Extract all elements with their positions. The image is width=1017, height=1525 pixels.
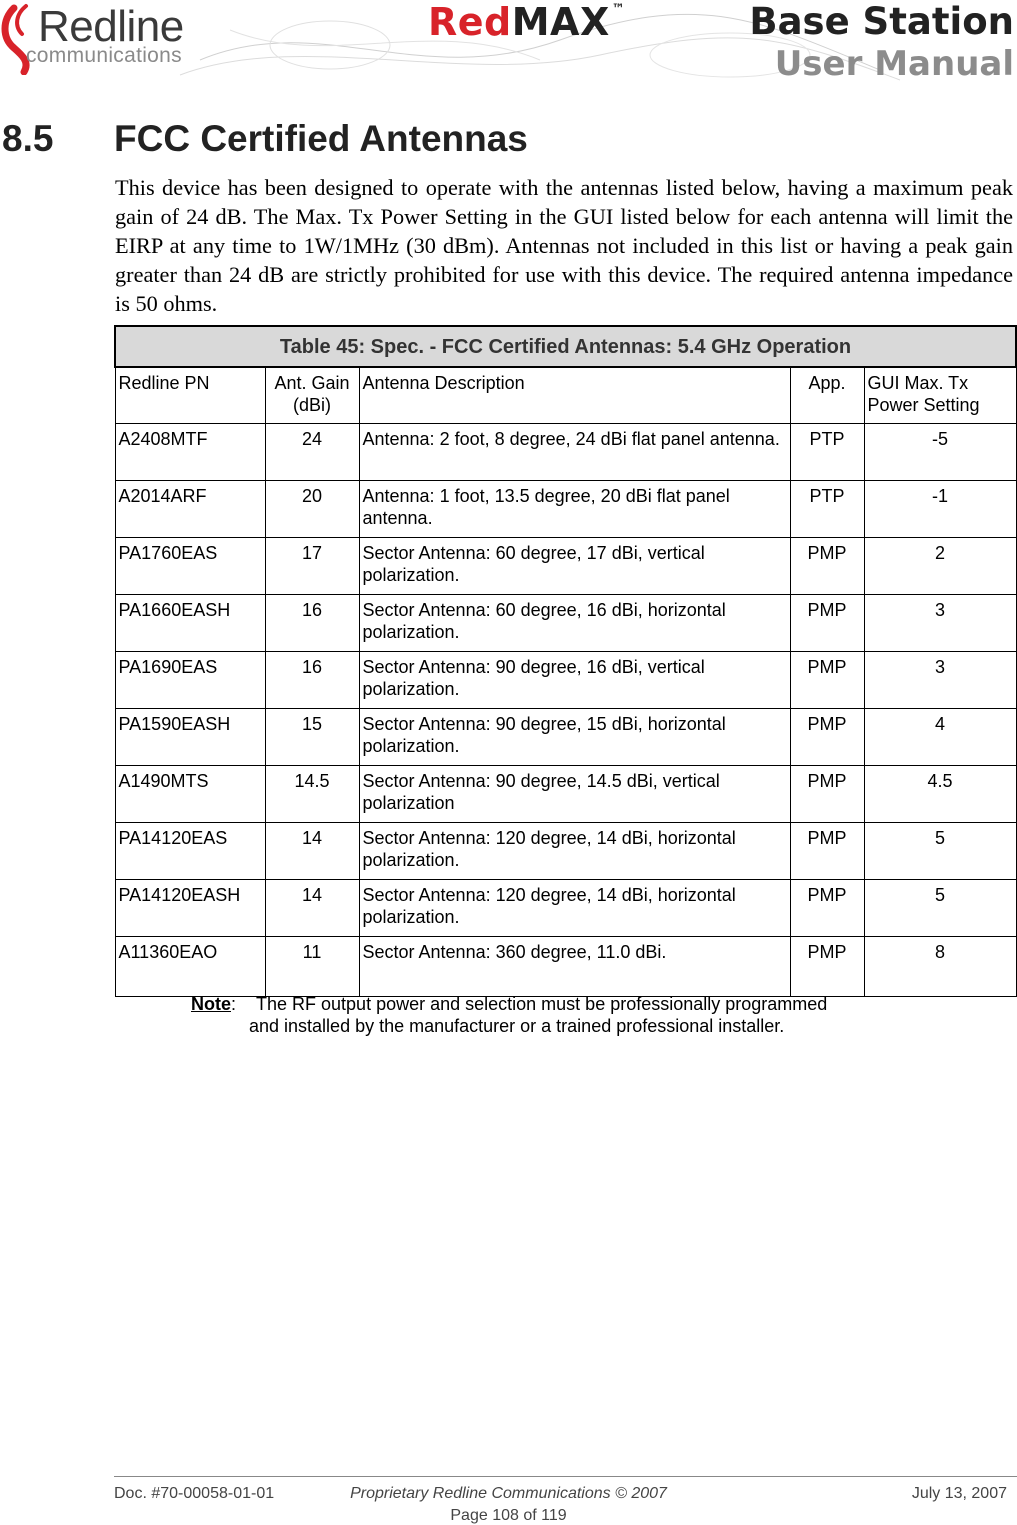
header-title-base-station: Base Station	[749, 0, 1014, 43]
cell-gain: 24	[265, 423, 359, 480]
cell-tx-power: 5	[864, 879, 1016, 936]
cell-tx-power: -1	[864, 480, 1016, 537]
cell-app: PMP	[790, 651, 864, 708]
table-row	[115, 480, 1016, 537]
section-title: FCC Certified Antennas	[114, 118, 528, 159]
note-block	[191, 993, 951, 1037]
cell-description: Antenna: 2 foot, 8 degree, 24 dBi flat panel antenna.	[359, 423, 790, 480]
footer-proprietary: Proprietary Redline Communications © 2007	[350, 1485, 667, 1502]
cell-tx-power: 3	[864, 651, 1016, 708]
cell-description: Sector Antenna: 120 degree, 14 dBi, horizontal polarization.	[359, 822, 790, 879]
table-row	[115, 594, 1016, 651]
cell-gain: 14	[265, 879, 359, 936]
cell-app: PMP	[790, 879, 864, 936]
table-row	[115, 537, 1016, 594]
header-ant-gain: Ant. Gain (dBi)	[265, 367, 359, 423]
cell-gain: 11	[265, 936, 359, 996]
cell-app: PMP	[790, 936, 864, 996]
cell-pn: PA1760EAS	[115, 537, 265, 594]
cell-gain: 14.5	[265, 765, 359, 822]
cell-app: PTP	[790, 423, 864, 480]
cell-gain: 17	[265, 537, 359, 594]
cell-tx-power: 3	[864, 594, 1016, 651]
product-brand	[428, 0, 625, 44]
cell-description: Antenna: 1 foot, 13.5 degree, 20 dBi flat panel antenna.	[359, 480, 790, 537]
table-row	[115, 879, 1016, 936]
table-row	[115, 822, 1016, 879]
cell-pn: PA14120EAS	[115, 822, 265, 879]
note-text-1: The RF output power and selection must be professionally programmed	[256, 994, 828, 1014]
brand-red-part: Red	[428, 0, 512, 44]
note-label: Note	[191, 994, 231, 1014]
table-row	[115, 936, 1016, 996]
note-line-1: Note: The RF output power and selection must be professionally programmed	[191, 994, 828, 1014]
cell-pn: PA1690EAS	[115, 651, 265, 708]
cell-app: PMP	[790, 594, 864, 651]
cell-tx-power: 5	[864, 822, 1016, 879]
cell-gain: 16	[265, 651, 359, 708]
cell-gain: 20	[265, 480, 359, 537]
table-row	[115, 708, 1016, 765]
table-caption: Table 45: Spec. - FCC Certified Antennas: 5.4 GHz Operation	[115, 326, 1016, 367]
footer-date: July 13, 2007	[911, 1485, 1007, 1502]
cell-description: Sector Antenna: 60 degree, 16 dBi, horizontal polarization.	[359, 594, 790, 651]
cell-description: Sector Antenna: 60 degree, 17 dBi, vertical polarization.	[359, 537, 790, 594]
section-heading	[2, 118, 528, 160]
note-text-2: and installed by the manufacturer or a trained professional installer.	[249, 1016, 785, 1036]
cell-pn: PA14120EASH	[115, 879, 265, 936]
cell-description: Sector Antenna: 90 degree, 16 dBi, vertical polarization.	[359, 651, 790, 708]
intro-paragraph: This device has been designed to operate with the antennas listed below, having a maximum peak gain of 24 dB. The Max. Tx Power Setting in the GUI listed below for each antenna will limit the EIRP at any time to 1W/1MHz (30 dBm). Antennas not included in this list or having a peak gain greater than 24 dB are strictly prohibited for use with this device. The required antenna impedance is 50 ohms.	[115, 175, 1013, 316]
cell-description: Sector Antenna: 360 degree, 11.0 dBi.	[359, 936, 790, 996]
header-title-user-manual: User Manual	[774, 44, 1014, 84]
cell-gain: 16	[265, 594, 359, 651]
footer-doc-number: Doc. #70-00058-01-01	[114, 1485, 275, 1502]
header-antenna-description: Antenna Description	[359, 367, 790, 423]
cell-tx-power: -5	[864, 423, 1016, 480]
section-number: 8.5	[2, 118, 54, 159]
cell-app: PMP	[790, 765, 864, 822]
cell-tx-power: 8	[864, 936, 1016, 996]
footer-divider	[114, 1476, 1017, 1477]
cell-app: PTP	[790, 480, 864, 537]
cell-gain: 14	[265, 822, 359, 879]
brand-black-part: MAX	[511, 0, 610, 44]
cell-app: PMP	[790, 537, 864, 594]
table-row	[115, 765, 1016, 822]
cell-tx-power: 4.5	[864, 765, 1016, 822]
cell-gain: 15	[265, 708, 359, 765]
trademark-symbol: ™	[611, 2, 626, 17]
cell-tx-power: 4	[864, 708, 1016, 765]
cell-description: Sector Antenna: 120 degree, 14 dBi, horizontal polarization.	[359, 879, 790, 936]
logo-name: Redline	[38, 2, 184, 51]
cell-pn: A2014ARF	[115, 480, 265, 537]
cell-pn: A1490MTS	[115, 765, 265, 822]
header-app: App.	[790, 367, 864, 423]
footer-page-number: Page 108 of 119	[450, 1507, 567, 1524]
header-gui-max-tx: GUI Max. Tx Power Setting	[864, 367, 1016, 423]
cell-description: Sector Antenna: 90 degree, 14.5 dBi, vertical polarization	[359, 765, 790, 822]
antenna-spec-table	[114, 325, 1017, 997]
cell-pn: PA1660EASH	[115, 594, 265, 651]
header-redline-pn: Redline PN	[115, 367, 265, 423]
cell-pn: PA1590EASH	[115, 708, 265, 765]
cell-pn: A11360EAO	[115, 936, 265, 996]
table-row	[115, 423, 1016, 480]
redline-logo	[0, 0, 210, 75]
logo-subtitle: communications	[26, 44, 182, 67]
cell-tx-power: 2	[864, 537, 1016, 594]
cell-description: Sector Antenna: 90 degree, 15 dBi, horizontal polarization.	[359, 708, 790, 765]
cell-app: PMP	[790, 708, 864, 765]
cell-pn: A2408MTF	[115, 423, 265, 480]
cell-app: PMP	[790, 822, 864, 879]
table-row	[115, 651, 1016, 708]
page-header	[0, 0, 1017, 95]
